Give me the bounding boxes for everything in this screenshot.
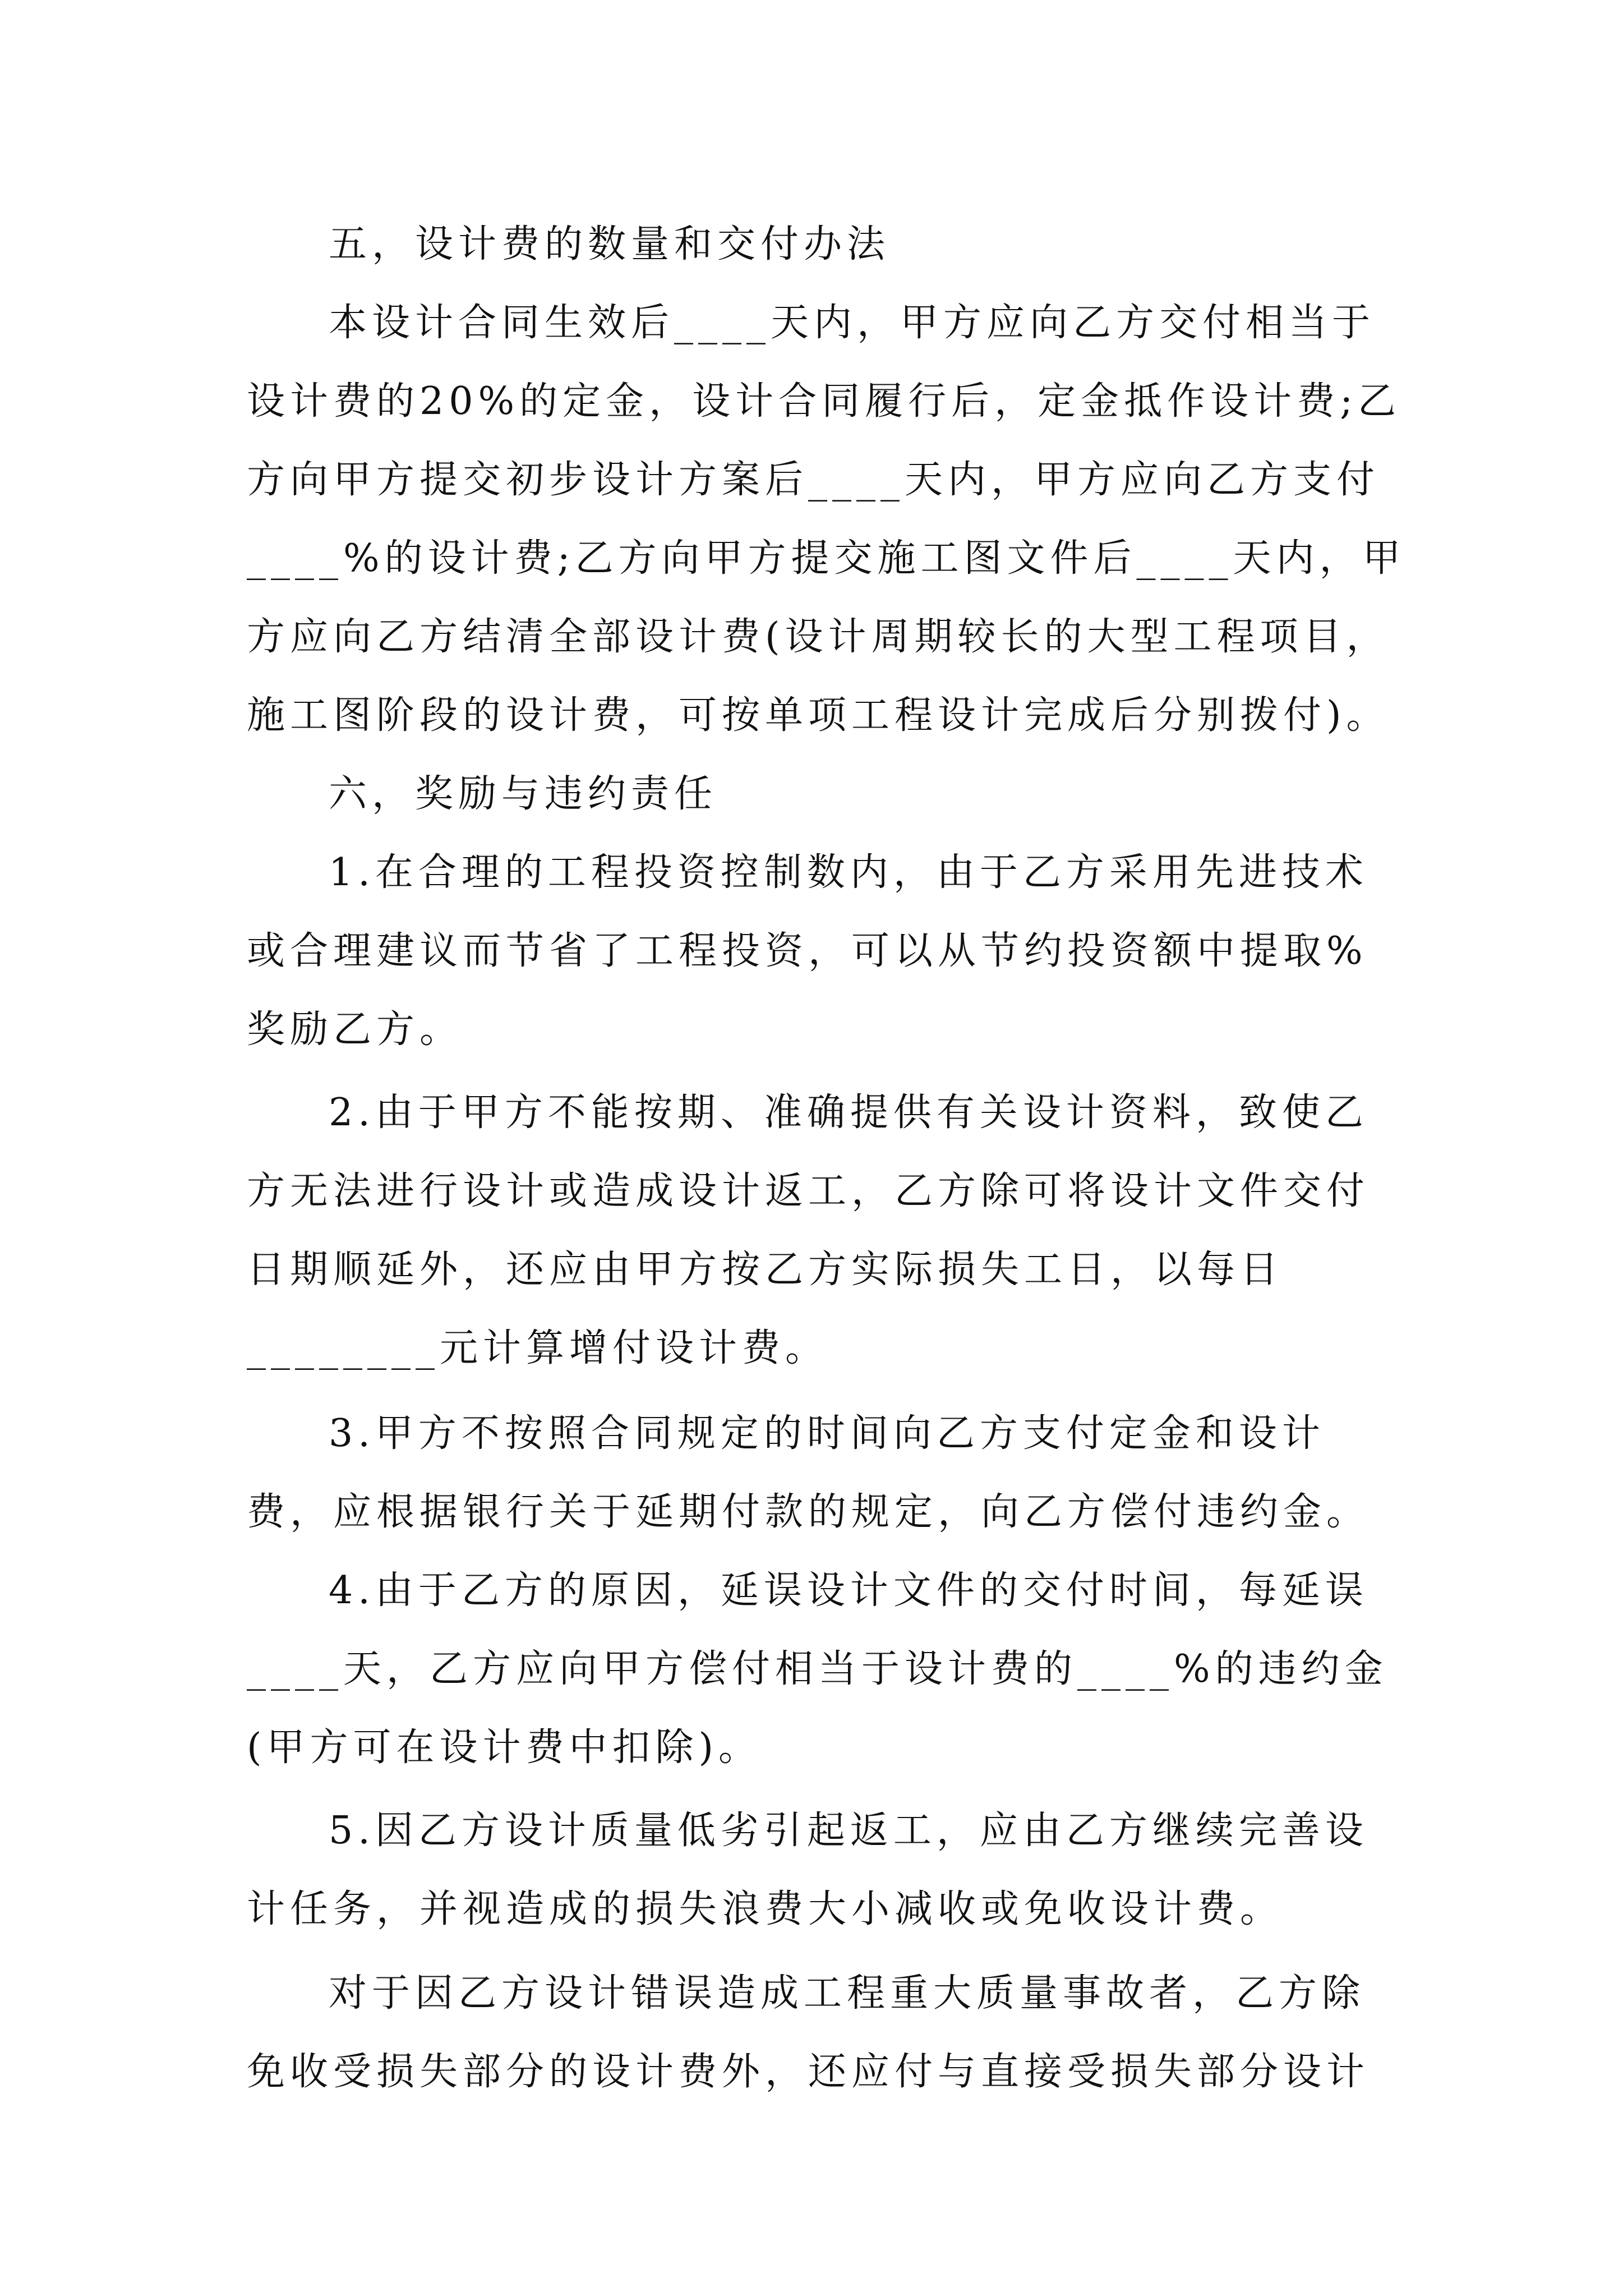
text-line: 或合理建议而节省了工程投资，可以从节约投资额中提取% <box>247 929 1368 973</box>
text-line: 3.甲方不按照合同规定的时间向乙方支付定金和设计 <box>329 1411 1325 1456</box>
text-line: 方应向乙方结清全部设计费(设计周期较长的大型工程项目， <box>247 615 1390 659</box>
text-line: (甲方可在设计费中扣除)。 <box>247 1726 762 1770</box>
text-line: ________元计算增付设计费。 <box>247 1326 829 1370</box>
text-line: 对于因乙方设计错误造成工程重大质量事故者，乙方除 <box>329 1971 1366 2016</box>
text-line: 方向甲方提交初步设计方案后____天内，甲方应向乙方支付 <box>247 458 1380 502</box>
text-line: 施工图阶段的设计费，可按单项工程设计完成后分别拨付)。 <box>247 693 1390 738</box>
text-line: ____天，乙方应向甲方偿付相当于设计费的____%的违约金 <box>247 1647 1388 1691</box>
text-line: 方无法进行设计或造成设计返工，乙方除可将设计文件交付 <box>247 1169 1370 1213</box>
text-line: 5.因乙方设计质量低劣引起返工，应由乙方继续完善设 <box>329 1809 1368 1853</box>
text-line: 费，应根据银行关于延期付款的规定，向乙方偿付违约金。 <box>247 1490 1370 1534</box>
text-line: 1.在合理的工程投资控制数内，由于乙方采用先进技术 <box>329 850 1368 895</box>
text-line: 4.由于乙方的原因，延误设计文件的交付时间，每延误 <box>329 1568 1368 1613</box>
section-heading-design-fee: 五，设计费的数量和交付办法 <box>329 222 891 266</box>
text-line: 奖励乙方。 <box>247 1007 463 1052</box>
text-line: 日期顺延外，还应由甲方按乙方实际损失工日，以每日 <box>247 1248 1284 1292</box>
text-line: 设计费的20%的定金，设计合同履行后，定金抵作设计费;乙 <box>247 379 1401 424</box>
text-line: ____%的设计费;乙方向甲方提交施工图文件后____天内，甲 <box>247 536 1406 581</box>
text-line: 本设计合同生效后____天内，甲方应向乙方交付相当于 <box>329 301 1376 345</box>
text-line: 计任务，并视造成的损失浪费大小减收或免收设计费。 <box>247 1887 1284 1931</box>
text-line: 免收受损失部分的设计费外，还应付与直接受损失部分设计 <box>247 2050 1370 2094</box>
text-line: 2.由于甲方不能按期、准确提供有关设计资料，致使乙 <box>329 1091 1368 1135</box>
section-heading-rewards-liability: 六，奖励与违约责任 <box>329 772 718 816</box>
